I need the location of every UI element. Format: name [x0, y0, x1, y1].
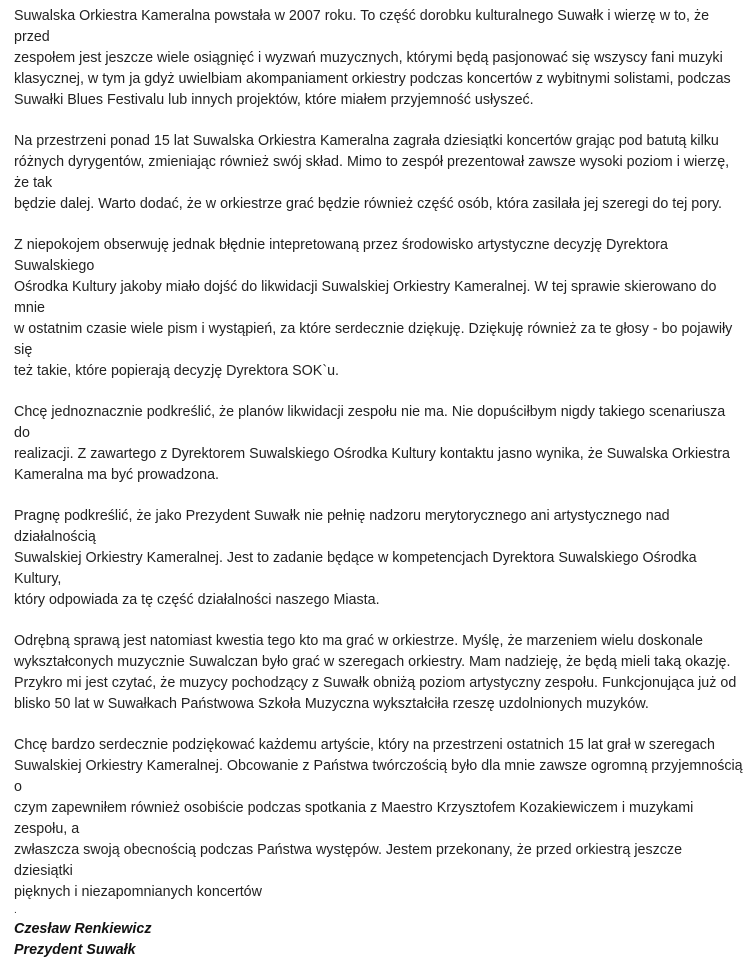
signature-name: Czesław Renkiewicz	[14, 921, 152, 937]
signature-title: Prezydent Suwałk	[14, 942, 136, 958]
paragraph-2: Na przestrzeni ponad 15 lat Suwalska Orkiestra Kameralna zagrała dziesiątki koncertów grając pod batutą kilku różnych dyrygentów, zmieniając również swój skład. Mimo to zespół prezentował zawsze wysoki poziom i wierzę, że tak będzie dalej. Warto dodać, że w orkiestrze grać będzie również część osób, która zasilała jej szeregi do tej pory.	[14, 133, 730, 212]
paragraph-5: Pragnę podkreślić, że jako Prezydent Suwałk nie pełnię nadzoru merytorycznego ani artystycznego nad działalnością Suwalskiej Orkiestry Kameralnej. Jest to zadanie będące w kompetencjach Dyrektora Suwalskiego Ośrodka Kultury, który odpowiada za tę część działalności naszego Miasta.	[14, 508, 697, 608]
separator-dot: .	[14, 905, 17, 916]
paragraph-3: Z niepokojem obserwuję jednak błędnie intepretowaną przez środowisko artystyczne decyzję Dyrektora Suwalskiego Ośrodka Kultury jakoby miało dojść do likwidacji Suwalskiej Orkiestry Kameralnej. W tej sprawie skierowano do mnie w ostatnim czasie wiele pism i wystąpień, za które serdecznie dziękuję. Dziękuję również za te głosy - bo pojawiły się też takie, które popierają decyzję Dyrektora SOK`u.	[14, 237, 733, 379]
paragraph-7: Chcę bardzo serdecznie podziękować każdemu artyście, który na przestrzeni ostatnich 15 lat grał w szeregach Suwalskiej Orkiestry Kameralnej. Obcowanie z Państwa twórczością było dla mnie zawsze ogromną przyjemnością o czym zapewniłem również osobiście podczas spotkania z Maestro Krzysztofem Kozakiewiczem i muzykami zespołu, a zwłaszcza swoją obecnością podczas Państwa występów. Jestem przekonany, że przed orkiestrą jeszcze dziesiątki pięknych i niezapomnianych koncertów	[14, 737, 743, 900]
paragraph-6: Odrębną sprawą jest natomiast kwestia tego kto ma grać w orkiestrze. Myślę, że marzeniem wielu doskonale wykształconych muzycznie Suwalczan było grać w szeregach orkiestry. Mam nadzieję, że będą mieli taką okazję. Przykro mi jest czytać, że muzycy pochodzący z Suwałk obniżą poziom artystyczny zespołu. Funkcjonująca już od blisko 50 lat w Suwałkach Państwowa Szkoła Muzyczna wykształciła rzeszę uzdolnionych muzyków.	[14, 633, 737, 712]
signature-block	[14, 919, 743, 961]
paragraph-4: Chcę jednoznacznie podkreślić, że planów likwidacji zespołu nie ma. Nie dopuściłbym nigdy takiego scenariusza do realizacji. Z zawartego z Dyrektorem Suwalskiego Ośrodka Kultury kontaktu jasno wynika, że Suwalska Orkiestra Kameralna ma być prowadzona.	[14, 404, 730, 483]
paragraph-1: Suwalska Orkiestra Kameralna powstała w 2007 roku. To część dorobku kulturalnego Suwałk i wierzę w to, że przed zespołem jest jeszcze wiele osiągnięć i wyzwań muzycznych, którymi będą pasjonować się wszyscy fani muzyki klasycznej, w tym ja gdyż uwielbiam akompaniament orkiestry podczas koncertów z wybitnymi solistami, podczas Suwałki Blues Festivalu lub innych projektów, które miałem przyjemność usłyszeć.	[14, 8, 731, 108]
